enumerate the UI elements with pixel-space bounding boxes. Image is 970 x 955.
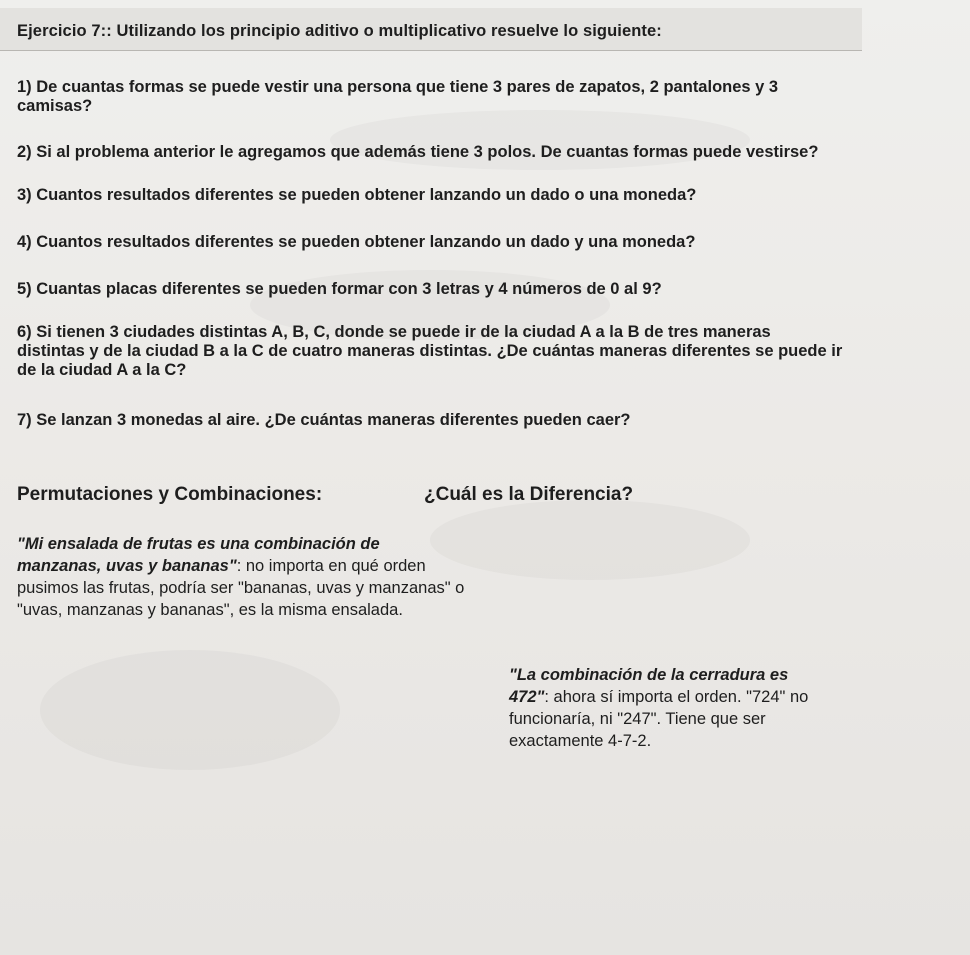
question-5-line-1: 5) Cuantas placas diferentes se pueden formar con 3 letras y 4 números de 0 al 9? <box>17 280 662 298</box>
lock-example-line-3: funcionaría, ni "247". Tiene que ser <box>509 710 766 728</box>
lock-example-line-4: exactamente 4-7-2. <box>509 732 652 750</box>
fruit-example-line-2 <box>17 555 464 577</box>
question-6-line-1: 6) Si tienen 3 ciudades distintas A, B, C, donde se puede ir de la ciudad A a la B de tres maneras <box>17 323 771 341</box>
lock-example-line-2 <box>509 686 808 708</box>
question-1 <box>17 78 778 116</box>
fruit-example-line-3: pusimos las frutas, podría ser "bananas, uvas y manzanas" o <box>17 579 465 597</box>
question-7 <box>17 411 631 430</box>
fruit-example-line-1 <box>17 533 464 555</box>
question-6-line-2: distintas y de la ciudad B a la C de cuatro maneras distintas. ¿De cuántas maneras diferentes se puede ir <box>17 342 843 360</box>
lock-example-quote-cont: 472" <box>509 688 545 706</box>
bleed-through-smudge <box>430 500 750 580</box>
question-6 <box>17 323 842 380</box>
fruit-example-quote: "Mi ensalada de frutas es una combinación de <box>17 535 380 553</box>
bleed-through-smudge <box>40 650 340 770</box>
fruit-example-quote-cont: manzanas, uvas y bananas" <box>17 557 237 575</box>
section-title-difference: ¿Cuál es la Diferencia? <box>424 484 634 505</box>
question-7-line-1: 7) Se lanzan 3 monedas al aire. ¿De cuántas maneras diferentes pueden caer? <box>17 411 631 429</box>
question-2-line-1: 2) Si al problema anterior le agregamos que además tiene 3 polos. De cuantas formas puede vestirse? <box>17 143 819 161</box>
fruit-salad-example <box>17 533 464 621</box>
lock-example-line-2-rest: : ahora sí importa el orden. "724" no <box>544 688 809 706</box>
question-1-line-1: 1) De cuantas formas se puede vestir una persona que tiene 3 pares de zapatos, 2 pantalones y 3 <box>17 78 779 96</box>
question-5 <box>17 280 662 299</box>
exercise-title: Ejercicio 7:: Utilizando los principio aditivo o multiplicativo resuelve lo siguiente: <box>17 22 662 40</box>
lock-combination-example <box>509 664 808 752</box>
lock-example-quote: "La combinación de la cerradura es <box>509 666 789 684</box>
question-4-line-1: 4) Cuantos resultados diferentes se pueden obtener lanzando un dado y una moneda? <box>17 233 696 251</box>
question-4 <box>17 233 695 252</box>
question-2 <box>17 143 818 162</box>
question-3-line-1: 3) Cuantos resultados diferentes se pueden obtener lanzando un dado o una moneda? <box>17 186 697 204</box>
lock-example-line-1 <box>509 664 808 686</box>
section-title-permutations: Permutaciones y Combinaciones: <box>17 484 323 505</box>
fruit-example-line-2-rest: : no importa en qué orden <box>236 557 426 575</box>
question-1-line-2: camisas? <box>17 97 93 115</box>
fruit-example-line-4: "uvas, manzanas y bananas", es la misma ensalada. <box>17 601 403 619</box>
question-6-line-3: de la ciudad A a la C? <box>17 361 187 379</box>
question-3 <box>17 186 696 205</box>
